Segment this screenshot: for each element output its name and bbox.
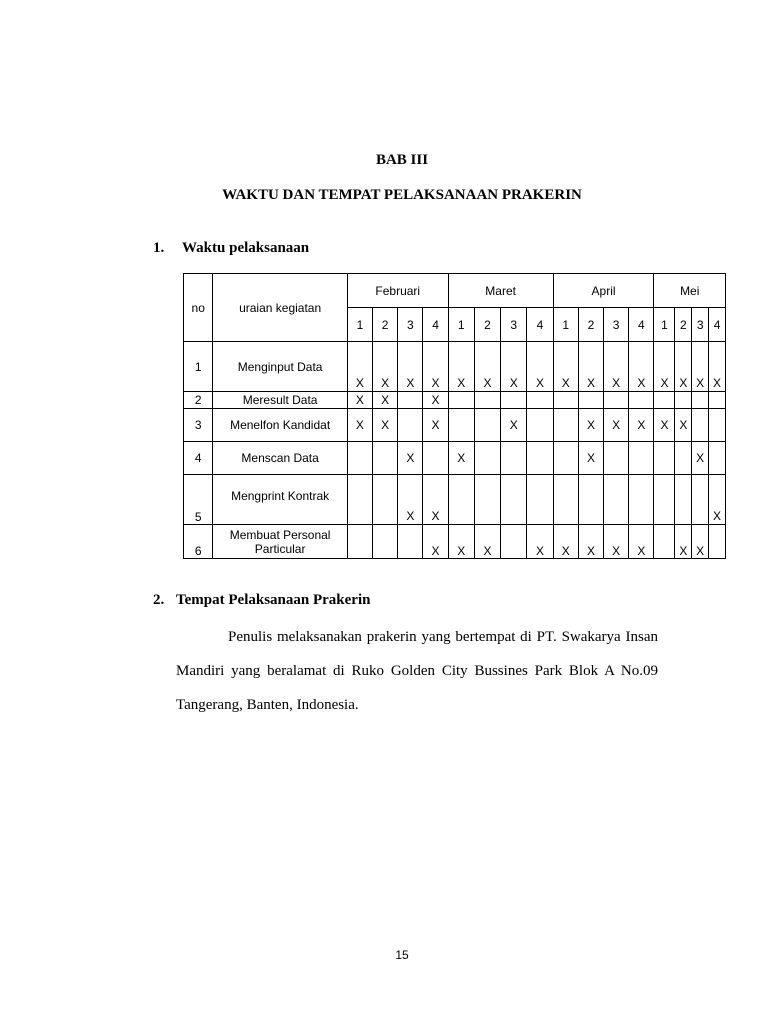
schedule-mark <box>373 442 398 475</box>
header-month: Mei <box>654 274 726 308</box>
schedule-mark: X <box>675 525 692 559</box>
schedule-mark: X <box>373 342 398 392</box>
schedule-mark: X <box>398 342 423 392</box>
schedule-mark: X <box>709 342 726 392</box>
schedule-mark: X <box>604 409 629 442</box>
schedule-mark <box>629 392 654 409</box>
header-week: 2 <box>675 308 692 342</box>
schedule-mark: X <box>709 475 726 525</box>
table-row <box>184 442 726 475</box>
row-activity: Menelfon Kandidat <box>213 409 347 442</box>
row-activity: Menscan Data <box>213 442 347 475</box>
schedule-table <box>183 273 726 559</box>
section-number: 2. <box>153 592 165 608</box>
schedule-mark <box>527 392 553 409</box>
row-number: 3 <box>184 409 213 442</box>
schedule-mark <box>347 442 372 475</box>
schedule-mark <box>398 409 423 442</box>
header-month: Februari <box>347 274 448 308</box>
schedule-mark <box>448 409 474 442</box>
schedule-mark <box>474 475 500 525</box>
header-week: 1 <box>553 308 578 342</box>
schedule-mark <box>709 525 726 559</box>
schedule-mark <box>501 525 527 559</box>
header-week: 3 <box>604 308 629 342</box>
schedule-mark <box>527 442 553 475</box>
header-week: 4 <box>709 308 726 342</box>
schedule-mark <box>474 392 500 409</box>
schedule-mark <box>474 442 500 475</box>
schedule-mark: X <box>675 409 692 442</box>
table-row <box>184 409 726 442</box>
schedule-mark <box>675 442 692 475</box>
schedule-mark <box>553 409 578 442</box>
schedule-mark: X <box>629 525 654 559</box>
schedule-mark <box>501 475 527 525</box>
chapter-title: WAKTU DAN TEMPAT PELAKSANAAN PRAKERIN <box>222 187 582 203</box>
section-heading-waktu <box>153 240 309 257</box>
schedule-mark <box>553 475 578 525</box>
schedule-mark: X <box>675 342 692 392</box>
schedule-mark: X <box>527 342 553 392</box>
schedule-mark <box>398 525 423 559</box>
schedule-mark <box>553 442 578 475</box>
schedule-mark <box>709 392 726 409</box>
schedule-mark: X <box>604 342 629 392</box>
schedule-mark: X <box>398 475 423 525</box>
schedule-mark: X <box>578 525 603 559</box>
row-number: 6 <box>184 525 213 559</box>
table-row <box>184 392 726 409</box>
schedule-mark <box>423 442 448 475</box>
header-week: 1 <box>448 308 474 342</box>
table-row <box>184 475 726 525</box>
schedule-mark: X <box>423 392 448 409</box>
schedule-mark <box>527 409 553 442</box>
chapter-label: BAB III <box>375 152 429 168</box>
schedule-mark <box>604 475 629 525</box>
row-activity: Membuat Personal Particular <box>213 525 347 559</box>
schedule-mark <box>692 392 709 409</box>
schedule-mark: X <box>501 409 527 442</box>
schedule-mark: X <box>448 342 474 392</box>
schedule-mark <box>527 475 553 525</box>
table-header-row-months <box>184 274 726 308</box>
schedule-mark: X <box>578 342 603 392</box>
schedule-mark: X <box>578 409 603 442</box>
table-row <box>184 342 726 392</box>
schedule-mark: X <box>347 392 372 409</box>
section-heading-tempat <box>153 592 370 609</box>
header-week: 4 <box>629 308 654 342</box>
schedule-mark: X <box>553 525 578 559</box>
row-number: 2 <box>184 392 213 409</box>
schedule-mark <box>654 525 675 559</box>
schedule-mark <box>448 475 474 525</box>
schedule-mark <box>501 392 527 409</box>
schedule-mark: X <box>448 442 474 475</box>
schedule-mark <box>501 442 527 475</box>
header-month: April <box>553 274 654 308</box>
schedule-mark: X <box>553 342 578 392</box>
schedule-mark <box>448 392 474 409</box>
schedule-mark <box>654 442 675 475</box>
schedule-mark: X <box>474 342 500 392</box>
header-week: 3 <box>398 308 423 342</box>
schedule-mark <box>709 442 726 475</box>
header-week: 1 <box>654 308 675 342</box>
schedule-mark: X <box>578 442 603 475</box>
header-month: Maret <box>448 274 553 308</box>
schedule-mark: X <box>692 342 709 392</box>
schedule-mark <box>474 409 500 442</box>
row-activity: Meresult Data <box>213 392 347 409</box>
schedule-mark: X <box>347 409 372 442</box>
body-paragraph <box>176 620 658 722</box>
schedule-mark <box>709 409 726 442</box>
table-row <box>184 525 726 559</box>
schedule-mark: X <box>692 442 709 475</box>
schedule-mark <box>373 525 398 559</box>
schedule-mark <box>604 392 629 409</box>
row-activity: Menginput Data <box>213 342 347 392</box>
row-number: 5 <box>184 475 213 525</box>
schedule-mark <box>604 442 629 475</box>
schedule-mark: X <box>692 525 709 559</box>
schedule-mark: X <box>629 342 654 392</box>
schedule-mark: X <box>448 525 474 559</box>
schedule-mark <box>629 475 654 525</box>
section-title: Waktu pelaksanaan <box>182 240 310 256</box>
schedule-mark: X <box>373 392 398 409</box>
schedule-mark <box>654 475 675 525</box>
header-no: no <box>184 274 213 342</box>
header-week: 2 <box>474 308 500 342</box>
schedule-mark: X <box>423 342 448 392</box>
schedule-mark <box>692 475 709 525</box>
schedule-mark <box>675 392 692 409</box>
schedule-mark <box>692 409 709 442</box>
schedule-mark: X <box>398 442 423 475</box>
header-week: 4 <box>423 308 448 342</box>
header-week: 4 <box>527 308 553 342</box>
row-activity: Mengprint Kontrak <box>213 475 347 525</box>
schedule-mark: X <box>654 342 675 392</box>
schedule-mark <box>629 442 654 475</box>
row-number: 1 <box>184 342 213 392</box>
header-week: 1 <box>347 308 372 342</box>
section-title: Tempat Pelaksanaan Prakerin <box>176 592 371 608</box>
schedule-mark <box>347 525 372 559</box>
header-uraian: uraian kegiatan <box>213 274 347 342</box>
schedule-mark <box>578 392 603 409</box>
schedule-mark: X <box>423 409 448 442</box>
row-number: 4 <box>184 442 213 475</box>
schedule-mark <box>654 392 675 409</box>
schedule-mark: X <box>474 525 500 559</box>
header-week: 2 <box>578 308 603 342</box>
schedule-mark: X <box>423 525 448 559</box>
header-week: 3 <box>692 308 709 342</box>
header-week: 2 <box>373 308 398 342</box>
page-number: 15 <box>395 948 409 962</box>
section-number: 1. <box>153 240 165 256</box>
schedule-mark <box>553 392 578 409</box>
schedule-mark: X <box>501 342 527 392</box>
schedule-mark: X <box>604 525 629 559</box>
schedule-mark: X <box>654 409 675 442</box>
schedule-mark <box>347 475 372 525</box>
schedule-mark: X <box>527 525 553 559</box>
schedule-mark: X <box>423 475 448 525</box>
schedule-mark <box>578 475 603 525</box>
schedule-mark <box>373 475 398 525</box>
schedule-mark <box>398 392 423 409</box>
paragraph-text: Penulis melaksanakan prakerin yang bertempat di PT. Swakarya Insan Mandiri yang beralamat di Ruko Golden City Bussines Park Blok A No.09 Tangerang, Banten, Indonesia. <box>176 629 658 713</box>
schedule-mark: X <box>373 409 398 442</box>
schedule-mark <box>675 475 692 525</box>
schedule-mark: X <box>629 409 654 442</box>
header-week: 3 <box>501 308 527 342</box>
schedule-mark: X <box>347 342 372 392</box>
